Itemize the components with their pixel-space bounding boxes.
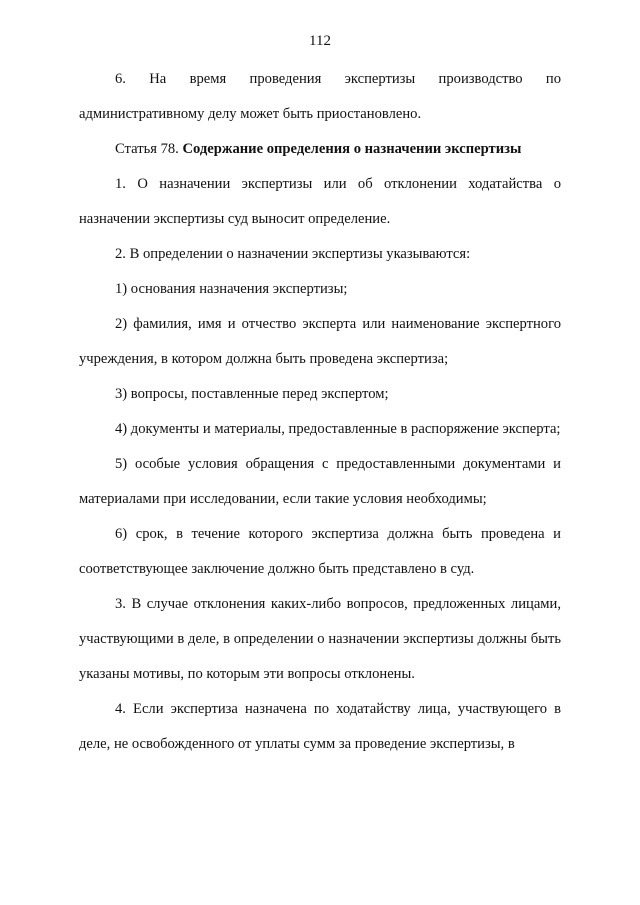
page-number: 112: [309, 33, 331, 49]
list-item-6: 6) срок, в течение которого экспертиза должна быть проведена и соответствующее заключение должно быть представлено в суд.: [79, 526, 561, 577]
list-item-2: 2) фамилия, имя и отчество эксперта или наименование экспертного учреждения, в котором должна быть проведена экспертиза;: [79, 316, 561, 367]
list-item-5: 5) особые условия обращения с предоставленными документами и материалами при исследовании, если такие условия необходимы;: [79, 456, 561, 507]
paragraph-2: 2. В определении о назначении экспертизы указываются:: [115, 246, 471, 262]
list-item-4: 4) документы и материалы, предоставленные в распоряжение эксперта;: [115, 421, 561, 437]
paragraph-4: 4. Если экспертиза назначена по ходатайству лица, участвующего в деле, не освобожденного от уплаты сумм за проведение экспертизы, в: [79, 701, 561, 752]
paragraph-6-suspension: 6. На время проведения экспертизы производство по административному делу может быть приостановлено.: [79, 71, 561, 122]
article-heading: [79, 132, 561, 167]
article-label: Статья 78.: [115, 141, 179, 157]
document-body: [79, 62, 561, 762]
paragraph-3: 3. В случае отклонения каких-либо вопросов, предложенных лицами, участвующими в деле, в определении о назначении экспертизы должны быть указаны мотивы, по которым эти вопросы отклонены.: [79, 596, 561, 682]
paragraph-1: 1. О назначении экспертизы или об отклонении ходатайства о назначении экспертизы суд выносит определение.: [79, 176, 561, 227]
list-item-3: 3) вопросы, поставленные перед экспертом;: [115, 386, 389, 402]
article-title: Содержание определения о назначении экспертизы: [182, 141, 522, 157]
list-item-1: 1) основания назначения экспертизы;: [115, 281, 348, 297]
